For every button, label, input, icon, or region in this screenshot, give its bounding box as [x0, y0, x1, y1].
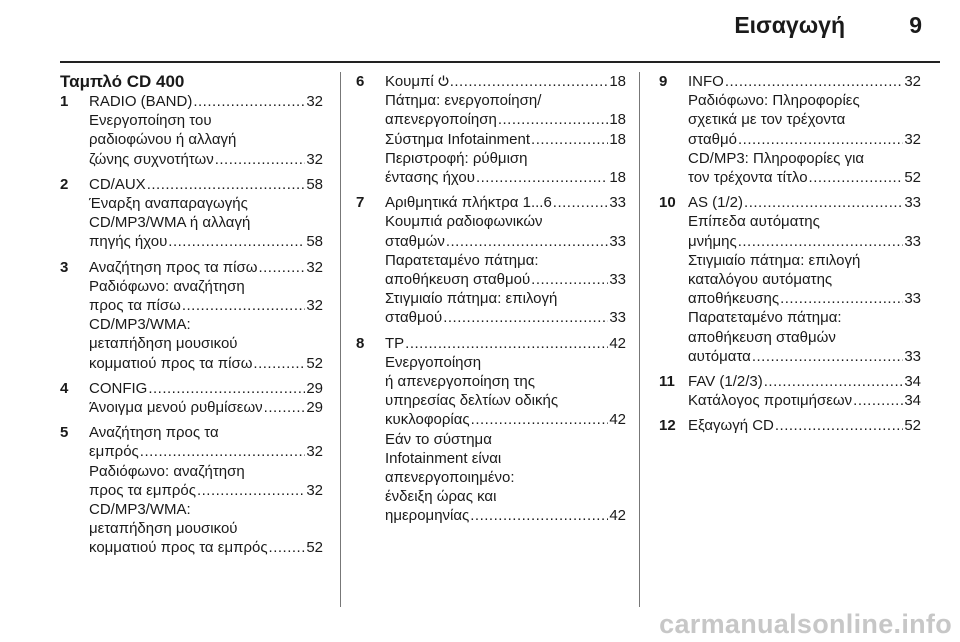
entry-text: Κατάλογος προτιμήσεων	[688, 392, 853, 410]
page-ref: 32	[306, 297, 323, 315]
entry-line	[89, 462, 323, 481]
dot-leader	[470, 506, 608, 525]
entry-line	[89, 538, 323, 557]
entry-text: Ραδιόφωνο: αναζήτηση	[89, 462, 245, 480]
entry-line	[385, 468, 626, 487]
entry-line	[89, 442, 323, 461]
entry-line	[385, 353, 626, 372]
entry-text: Εξαγωγή CD	[688, 417, 774, 435]
entry-line	[385, 372, 626, 391]
page-ref: 29	[306, 399, 323, 417]
entry-text: CD/MP3/WMA ή αλλαγή	[89, 214, 251, 232]
dot-leader	[764, 372, 904, 391]
dot-leader	[258, 258, 305, 277]
entry-text: Εάν το σύστημα	[385, 430, 492, 448]
entry-line	[89, 213, 323, 232]
entry-line	[385, 251, 626, 270]
dot-leader	[215, 150, 306, 169]
entry-text: ένδειξη ώρας και	[385, 488, 497, 506]
entry-line	[89, 500, 323, 519]
page-ref: 52	[306, 354, 323, 372]
entry-line	[688, 193, 921, 212]
entry-text: τον τρέχοντα τίτλο	[688, 169, 808, 187]
entry-text: εμπρός	[89, 443, 139, 461]
page-ref: 32	[306, 93, 323, 110]
entry-text: κομματιού προς τα πίσω	[89, 354, 253, 372]
entry-text: αυτόματα	[688, 347, 751, 365]
entry-text: Παρατεταμένο πάτημα:	[688, 309, 842, 327]
dot-leader	[140, 442, 306, 461]
entry-text: σταθμού	[385, 309, 443, 327]
entry-list	[356, 72, 626, 526]
entry-line	[385, 391, 626, 410]
page-ref: 33	[904, 290, 921, 308]
entry-number: 4	[60, 379, 69, 397]
entry-line	[89, 398, 323, 417]
entry-line	[385, 212, 626, 231]
entry-line	[688, 72, 921, 91]
entry-line	[688, 416, 921, 435]
entry-text: Αναζήτηση προς τα πίσω	[89, 258, 258, 276]
entry-line	[89, 111, 323, 130]
dot-leader	[553, 193, 609, 212]
entry-text: Άνοιγμα μενού ρυθμίσεων	[89, 399, 263, 417]
entry-line	[89, 150, 323, 169]
page-ref: 32	[306, 481, 323, 499]
dot-leader	[269, 538, 306, 557]
page-ref: 42	[609, 507, 626, 525]
entry-text: απενεργοποίηση	[385, 111, 497, 129]
entry-line	[385, 487, 626, 506]
entry-text: Περιστροφή: ρύθμιση	[385, 149, 528, 167]
entry-line	[89, 258, 323, 277]
entry-line	[385, 308, 626, 327]
entry-text: μνήμης	[688, 232, 737, 250]
entry-text: Ραδιόφωνο: αναζήτηση	[89, 277, 245, 295]
dot-leader	[182, 296, 305, 315]
entry-list	[60, 92, 323, 558]
entry-body	[688, 416, 921, 435]
entry-body	[89, 379, 323, 417]
entry-text: ζώνης συχνοτήτων	[89, 150, 214, 168]
entry-number: 12	[659, 417, 676, 435]
page-ref: 33	[609, 232, 626, 250]
page-ref: 33	[609, 194, 626, 212]
entry-line	[89, 194, 323, 213]
entry-number: 1	[60, 93, 69, 110]
entry-text: μεταπήδηση μουσικού	[89, 520, 238, 538]
column-1	[60, 72, 323, 564]
entry-line	[385, 110, 626, 129]
entry-body	[89, 175, 323, 252]
entry-line	[688, 130, 921, 149]
entry-number: 6	[356, 73, 365, 90]
column-2	[356, 72, 626, 532]
column-divider	[639, 72, 640, 607]
entry-line	[385, 193, 626, 212]
entry-line	[385, 506, 626, 525]
entry-text: αποθήκευσης	[688, 290, 780, 308]
entry-line	[688, 212, 921, 231]
entry-text: CONFIG	[89, 379, 148, 397]
entry-line	[89, 354, 323, 373]
entry-text: έντασης ήχου	[385, 169, 475, 187]
dot-leader	[476, 168, 608, 187]
entry-text: Ραδιόφωνο: Πληροφορίες	[688, 92, 860, 110]
entry-line	[89, 423, 323, 442]
dot-leader	[253, 354, 305, 373]
toc-entry	[659, 72, 921, 187]
toc-entry	[356, 193, 626, 327]
page-ref: 52	[904, 417, 921, 435]
page-ref: 33	[904, 347, 921, 365]
page-header	[0, 0, 960, 52]
entry-line	[385, 232, 626, 251]
entry-line	[89, 277, 323, 296]
page-ref: 58	[306, 233, 323, 251]
entry-line	[89, 92, 323, 111]
entry-text: CD/AUX	[89, 175, 146, 193]
dot-leader	[148, 379, 305, 398]
entry-number: 11	[659, 373, 675, 391]
watermark: carmanualsonline.info	[659, 609, 952, 639]
entry-line	[89, 481, 323, 500]
dot-leader	[752, 347, 903, 366]
page-ref: 32	[904, 130, 921, 148]
toc-entry	[60, 175, 323, 252]
dot-leader	[147, 175, 306, 194]
entry-line	[89, 519, 323, 538]
page-ref: 29	[306, 379, 323, 397]
page-ref: 33	[904, 194, 921, 212]
entry-line	[385, 334, 626, 353]
entry-number: 5	[60, 424, 69, 442]
entry-line	[688, 251, 921, 270]
entry-body	[688, 372, 921, 410]
page-ref: 33	[609, 271, 626, 289]
entry-text: Πάτημα: ενεργοποίηση/	[385, 92, 542, 110]
entry-number: 7	[356, 194, 365, 212]
entry-line	[688, 372, 921, 391]
entry-line	[89, 130, 323, 149]
dot-leader	[498, 110, 609, 129]
entry-line	[385, 168, 626, 187]
entry-line	[89, 334, 323, 353]
entry-text: κομματιού προς τα εμπρός	[89, 539, 268, 557]
page-ref: 42	[609, 334, 626, 352]
entry-text: Infotainment είναι	[385, 449, 502, 467]
entry-text: απενεργοποιημένο:	[385, 469, 515, 487]
entry-text: Έναρξη αναπαραγωγής	[89, 195, 248, 213]
entry-body	[688, 72, 921, 187]
entry-body	[385, 334, 626, 526]
entry-body	[89, 423, 323, 557]
entry-text: CD/MP3: Πληροφορίες για	[688, 149, 865, 167]
toc-entry	[356, 334, 626, 526]
page-ref: 34	[904, 373, 921, 391]
page-ref: 42	[609, 411, 626, 429]
column-divider	[340, 72, 341, 607]
entry-number: 3	[60, 258, 69, 276]
header-rule	[60, 61, 940, 63]
entry-line	[89, 315, 323, 334]
entry-text: αποθήκευση σταθμών	[688, 328, 836, 346]
entry-text: Κουμπί	[385, 73, 434, 90]
entry-line	[385, 430, 626, 449]
section-title: Ταμπλό CD 400	[60, 72, 185, 91]
entry-text: ραδιοφώνου ή αλλαγή	[89, 131, 237, 149]
entry-text: Επίπεδα αυτόματης	[688, 213, 820, 231]
entry-text: RADIO (BAND)	[89, 93, 193, 110]
entry-text: προς τα πίσω	[89, 297, 181, 315]
column-3	[659, 72, 921, 442]
toc-entry	[659, 193, 921, 366]
dot-leader	[853, 391, 903, 410]
entry-line	[385, 270, 626, 289]
power-icon	[434, 72, 449, 91]
entry-text: υπηρεσίας δελτίων οδικής	[385, 392, 559, 410]
page-ref: 33	[609, 309, 626, 327]
entry-text: INFO	[688, 73, 724, 90]
page-ref: 33	[904, 232, 921, 250]
entry-line	[385, 289, 626, 308]
entry-list	[659, 72, 921, 436]
dot-leader	[780, 289, 903, 308]
entry-line	[688, 289, 921, 308]
entry-line	[385, 149, 626, 168]
entry-line	[688, 270, 921, 289]
entry-number: 8	[356, 334, 365, 352]
entry-text: Αριθμητικά πλήκτρα 1...6	[385, 194, 552, 212]
dot-leader	[738, 232, 904, 251]
entry-text: FAV (1/2/3)	[688, 373, 763, 391]
entry-text: ή απενεργοποίηση της	[385, 373, 535, 391]
dot-leader	[725, 72, 903, 91]
dot-leader	[744, 193, 903, 212]
dot-leader	[197, 481, 305, 500]
dot-leader	[443, 308, 608, 327]
entry-text: TP	[385, 334, 405, 352]
entry-line	[688, 232, 921, 251]
page-ref: 34	[904, 392, 921, 410]
entry-body	[89, 258, 323, 373]
entry-text: Στιγμιαίο πάτημα: επιλογή	[385, 290, 558, 308]
page-ref: 18	[609, 111, 626, 129]
entry-text: ημερομηνίας	[385, 507, 470, 525]
page-ref: 32	[306, 443, 323, 461]
entry-line	[688, 149, 921, 168]
entry-line	[385, 72, 626, 91]
dot-leader	[405, 334, 608, 353]
toc-entry	[659, 416, 921, 435]
page-ref: 18	[609, 73, 626, 90]
entry-line	[688, 308, 921, 327]
entry-line	[89, 296, 323, 315]
entry-body	[385, 72, 626, 187]
page-ref: 52	[904, 169, 921, 187]
entry-line	[385, 410, 626, 429]
entry-body	[688, 193, 921, 366]
entry-text: Στιγμιαίο πάτημα: επιλογή	[688, 251, 861, 269]
entry-body	[385, 193, 626, 327]
entry-text: καταλόγου αυτόματης	[688, 271, 833, 289]
page-ref: 18	[609, 169, 626, 187]
entry-body	[89, 92, 323, 169]
dot-leader	[775, 416, 903, 435]
entry-number: 9	[659, 73, 668, 90]
toc-entry	[60, 258, 323, 373]
entry-line	[688, 328, 921, 347]
page-ref: 32	[306, 258, 323, 276]
entry-line	[688, 168, 921, 187]
entry-line	[89, 175, 323, 194]
entry-text: CD/MP3/WMA:	[89, 316, 191, 334]
dot-leader	[471, 410, 609, 429]
entry-text: Αναζήτηση προς τα	[89, 424, 219, 442]
toc-entry	[659, 372, 921, 410]
entry-text: Παρατεταμένο πάτημα:	[385, 251, 539, 269]
page-ref: 32	[904, 73, 921, 90]
page-ref: 58	[306, 175, 323, 193]
entry-line	[385, 449, 626, 468]
entry-text: προς τα εμπρός	[89, 481, 196, 499]
entry-line	[89, 232, 323, 251]
entry-text: σχετικά με τον τρέχοντα	[688, 111, 846, 129]
dot-leader	[450, 72, 609, 91]
entry-line	[688, 347, 921, 366]
entry-line	[385, 91, 626, 110]
entry-text: μεταπήδηση μουσικού	[89, 335, 238, 353]
entry-text: Ενεργοποίηση	[385, 353, 482, 371]
toc-entry	[60, 92, 323, 169]
toc-entry	[60, 379, 323, 417]
entry-number: 10	[659, 194, 676, 212]
dot-leader	[168, 232, 305, 251]
entry-text: πηγής ήχου	[89, 233, 168, 251]
toc-entry	[60, 423, 323, 557]
entry-line	[688, 110, 921, 129]
toc-entry	[356, 72, 626, 187]
entry-text: αποθήκευση σταθμού	[385, 271, 531, 289]
page-number: 9	[909, 12, 922, 38]
entry-text: σταθμό	[688, 130, 737, 148]
dot-leader	[446, 232, 608, 251]
entry-text: κυκλοφορίας	[385, 411, 470, 429]
entry-text: CD/MP3/WMA:	[89, 501, 191, 519]
entry-line	[89, 379, 323, 398]
page-ref: 18	[609, 130, 626, 148]
page-ref: 52	[306, 539, 323, 557]
entry-text: Ενεργοποίηση του	[89, 112, 212, 130]
entry-text: Κουμπιά ραδιοφωνικών	[385, 213, 543, 231]
entry-number: 2	[60, 175, 69, 193]
entry-text: AS (1/2)	[688, 194, 744, 212]
entry-text: σταθμών	[385, 232, 445, 250]
dot-leader	[531, 130, 608, 149]
dot-leader	[809, 168, 904, 187]
entry-line	[688, 91, 921, 110]
entry-line	[385, 130, 626, 149]
dot-leader	[531, 270, 608, 289]
dot-leader	[738, 130, 903, 149]
dot-leader	[264, 398, 306, 417]
dot-leader	[193, 92, 305, 111]
entry-line	[688, 391, 921, 410]
page-ref: 32	[306, 150, 323, 168]
entry-text: Σύστημα Infotainment	[385, 130, 531, 148]
page-title: Εισαγωγή	[734, 12, 845, 38]
